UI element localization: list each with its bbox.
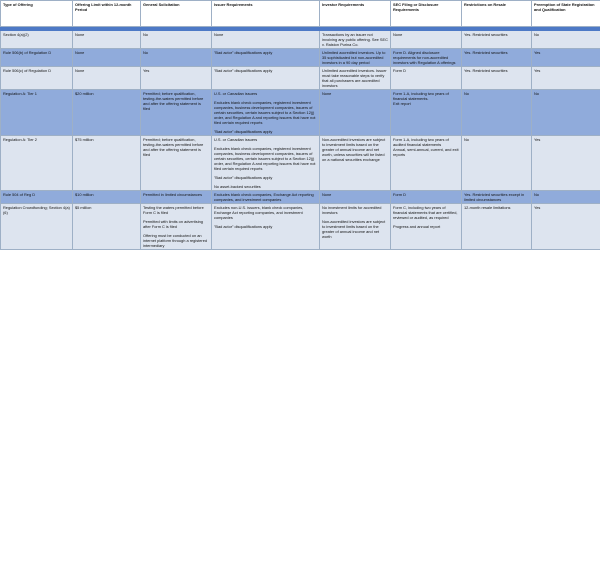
cell-sec-filing	[391, 49, 462, 67]
cell-offering-limit	[73, 49, 141, 67]
cell-text: Rule 506(b) of Regulation D	[3, 50, 52, 55]
cell-sec-filing	[391, 136, 462, 191]
cell-text: "Bad actor" disqualifications apply	[214, 50, 273, 55]
cell-text: None	[393, 32, 403, 37]
cell-general-solicitation	[141, 136, 212, 191]
cell-type-of-offering	[1, 90, 73, 136]
cell-text: Form D	[393, 68, 406, 73]
cell-text: None	[322, 91, 332, 96]
cell-text: Yes	[143, 68, 150, 73]
cell-type-of-offering	[1, 136, 73, 191]
table-row	[1, 31, 600, 49]
cell-text: Unlimited accredited investors. Up to 35 sophisticated but non-accredited investors in a 90 day period	[322, 50, 386, 65]
cell-text: No investment limits for accredited investors	[322, 205, 382, 215]
cell-text: Yes. Restricted securities except in limited circumstances	[464, 192, 525, 202]
cell-text: No	[534, 91, 539, 96]
header-general-solicitation: General Solicitation	[141, 1, 212, 27]
cell-preemption	[532, 67, 600, 90]
cell-general-solicitation	[141, 31, 212, 49]
cell-text: Offering must be conducted on an internet platform through a registered intermediary	[143, 233, 208, 248]
header-restrictions-on-resale: Restrictions on Resale	[462, 1, 532, 27]
cell-text: No	[143, 50, 148, 55]
cell-issuer-requirements	[212, 31, 320, 49]
cell-text: Excludes non-U.S. issuers, blank check companies, Exchange Act reporting companies, and investment companies	[214, 205, 304, 220]
cell-text: Transactions by an issuer not involving any public offering. See SEC v. Ralston Purina Co.	[322, 32, 388, 47]
table-row	[1, 136, 600, 191]
cell-type-of-offering	[1, 67, 73, 90]
cell-text: None	[75, 50, 85, 55]
table-row	[1, 204, 600, 250]
cell-sec-filing	[391, 90, 462, 136]
cell-text: Form C, including two years of financial statements that are certified, reviewed or audited, as required	[393, 205, 458, 220]
header-sec-filing: SEC Filing or Disclosure Requirements	[391, 1, 462, 27]
cell-sec-filing	[391, 191, 462, 204]
cell-text: $10 million	[75, 192, 94, 197]
table-header	[1, 1, 600, 27]
cell-text: "Bad actor" disqualifications apply	[214, 129, 273, 134]
cell-restrictions-on-resale	[462, 31, 532, 49]
table-row	[1, 67, 600, 90]
cell-text: U.S. or Canadian issuers	[214, 137, 258, 142]
cell-text: Progress and annual report	[393, 224, 441, 229]
cell-investor-requirements	[320, 191, 391, 204]
cell-general-solicitation	[141, 204, 212, 250]
cell-text: "Bad actor" disqualifications apply	[214, 68, 273, 73]
cell-general-solicitation	[141, 67, 212, 90]
cell-text: None	[75, 68, 85, 73]
cell-text: Testing the waters permitted before Form C is filed	[143, 205, 204, 215]
cell-text: Form D. Aligned disclosure requirements for non-accredited investors with Regulation A offerings	[393, 50, 456, 65]
cell-issuer-requirements	[212, 90, 320, 136]
cell-sec-filing	[391, 31, 462, 49]
cell-investor-requirements	[320, 136, 391, 191]
cell-issuer-requirements	[212, 67, 320, 90]
cell-general-solicitation	[141, 49, 212, 67]
cell-preemption	[532, 31, 600, 49]
cell-investor-requirements	[320, 31, 391, 49]
cell-text: No	[464, 91, 469, 96]
cell-offering-limit	[73, 191, 141, 204]
cell-investor-requirements	[320, 67, 391, 90]
cell-text: Permitted in limited circumstances	[143, 192, 203, 197]
cell-text: $20 million	[75, 91, 94, 96]
cell-offering-limit	[73, 67, 141, 90]
cell-investor-requirements	[320, 49, 391, 67]
header-offering-limit: Offering Limit within 12-month Period	[73, 1, 141, 27]
cell-text: Permitted with limits on advertising after Form C is filed	[143, 219, 203, 229]
cell-text: Section 4(a)(2)	[3, 32, 29, 37]
header-row	[1, 1, 600, 27]
cell-investor-requirements	[320, 204, 391, 250]
cell-preemption	[532, 204, 600, 250]
cell-restrictions-on-resale	[462, 49, 532, 67]
cell-offering-limit	[73, 31, 141, 49]
header-type-of-offering: Type of Offering	[1, 1, 73, 27]
cell-restrictions-on-resale	[462, 67, 532, 90]
cell-text: None	[214, 32, 224, 37]
cell-text: Regulation Crowdfunding; Section 4(a)(6)	[3, 205, 70, 215]
cell-text: Excludes blank check companies, registered investment companies, business development companies, issuers of certain securities, certain issuers subject to a Section 12(j) order, and Regulation A and reporting issuers that have not filed certain required reports	[214, 100, 316, 125]
cell-sec-filing	[391, 67, 462, 90]
cell-type-of-offering	[1, 49, 73, 67]
cell-restrictions-on-resale	[462, 204, 532, 250]
cell-type-of-offering	[1, 204, 73, 250]
cell-text: Excludes blank check companies, Exchange Act reporting companies, and investment companies	[214, 192, 314, 202]
table-row	[1, 49, 600, 67]
cell-general-solicitation	[141, 90, 212, 136]
cell-text: No	[464, 137, 469, 142]
cell-text: "Bad actor" disqualifications apply	[214, 224, 273, 229]
cell-text: Yes. Restricted securities	[464, 68, 508, 73]
cell-text: $75 million	[75, 137, 94, 142]
cell-restrictions-on-resale	[462, 136, 532, 191]
cell-text: $5 million	[75, 205, 92, 210]
cell-restrictions-on-resale	[462, 191, 532, 204]
cell-general-solicitation	[141, 191, 212, 204]
cell-type-of-offering	[1, 31, 73, 49]
cell-text: Yes	[534, 137, 541, 142]
cell-text: Rule 506(c) of Regulation D	[3, 68, 52, 73]
cell-sec-filing	[391, 204, 462, 250]
cell-offering-limit	[73, 204, 141, 250]
cell-offering-limit	[73, 90, 141, 136]
cell-preemption	[532, 90, 600, 136]
cell-text: Rule 504 of Reg D	[3, 192, 36, 197]
cell-text: Excludes blank check companies, registered investment companies, business development companies, issuers of certain securities, certain issuers subject to a Section 12(j) order, and Regulation A and reporting issuers that have not filed certain required reports	[214, 146, 316, 171]
cell-offering-limit	[73, 136, 141, 191]
table-row	[1, 191, 600, 204]
table-row	[1, 90, 600, 136]
cell-text: No	[534, 192, 539, 197]
cell-text: Form D	[393, 192, 406, 197]
cell-restrictions-on-resale	[462, 90, 532, 136]
cell-text: No	[534, 32, 539, 37]
cell-issuer-requirements	[212, 49, 320, 67]
cell-text: "Bad actor" disqualifications apply	[214, 175, 273, 180]
cell-text: 12-month resale limitations	[464, 205, 511, 210]
cell-text: None	[75, 32, 85, 37]
cell-issuer-requirements	[212, 136, 320, 191]
cell-text: Regulation A: Tier 1	[3, 91, 37, 96]
cell-text: No asset-backed securities	[214, 184, 261, 189]
cell-text: Unlimited accredited investors. Issuer must take reasonable steps to verify that all purchasers are accredited investors	[322, 68, 387, 88]
cell-text: Non-accredited investors are subject to investment limits based on the greater of annual income and net worth	[322, 219, 386, 239]
cell-text: Yes	[534, 205, 541, 210]
cell-text: Form 1-A, including two years of financial statements. Exit report	[393, 91, 449, 106]
header-preemption: Preemption of State Registration and Qualification	[532, 1, 600, 27]
offering-comparison-table	[0, 0, 600, 250]
cell-text: Yes	[534, 68, 541, 73]
cell-text: No	[143, 32, 148, 37]
cell-text: Permitted; before qualification, testing-the-waters permitted before and after the offering statement is filed	[143, 91, 204, 111]
cell-issuer-requirements	[212, 204, 320, 250]
cell-text: Yes	[534, 50, 541, 55]
cell-preemption	[532, 136, 600, 191]
cell-investor-requirements	[320, 90, 391, 136]
table-body	[1, 27, 600, 250]
cell-preemption	[532, 49, 600, 67]
cell-text: Permitted; before qualification, testing-the-waters permitted before and after the offering statement is filed	[143, 137, 204, 157]
cell-text: Regulation A: Tier 2	[3, 137, 37, 142]
cell-text: Yes. Restricted securities	[464, 50, 508, 55]
cell-text: Form 1-A, including two years of audited financial statements Annual, semi-annual, current, and exit reports	[393, 137, 459, 157]
cell-text: U.S. or Canadian issuers	[214, 91, 258, 96]
cell-type-of-offering	[1, 191, 73, 204]
cell-text: Non-accredited investors are subject to investment limits based on the greater of annual income and net worth, unless securities will be listed on a national securities exchange	[322, 137, 386, 162]
header-issuer-requirements: Issuer Requirements	[212, 1, 320, 27]
header-investor-requirements: Investor Requirements	[320, 1, 391, 27]
cell-text: Yes. Restricted securities	[464, 32, 508, 37]
cell-issuer-requirements	[212, 191, 320, 204]
cell-preemption	[532, 191, 600, 204]
cell-text: None	[322, 192, 332, 197]
